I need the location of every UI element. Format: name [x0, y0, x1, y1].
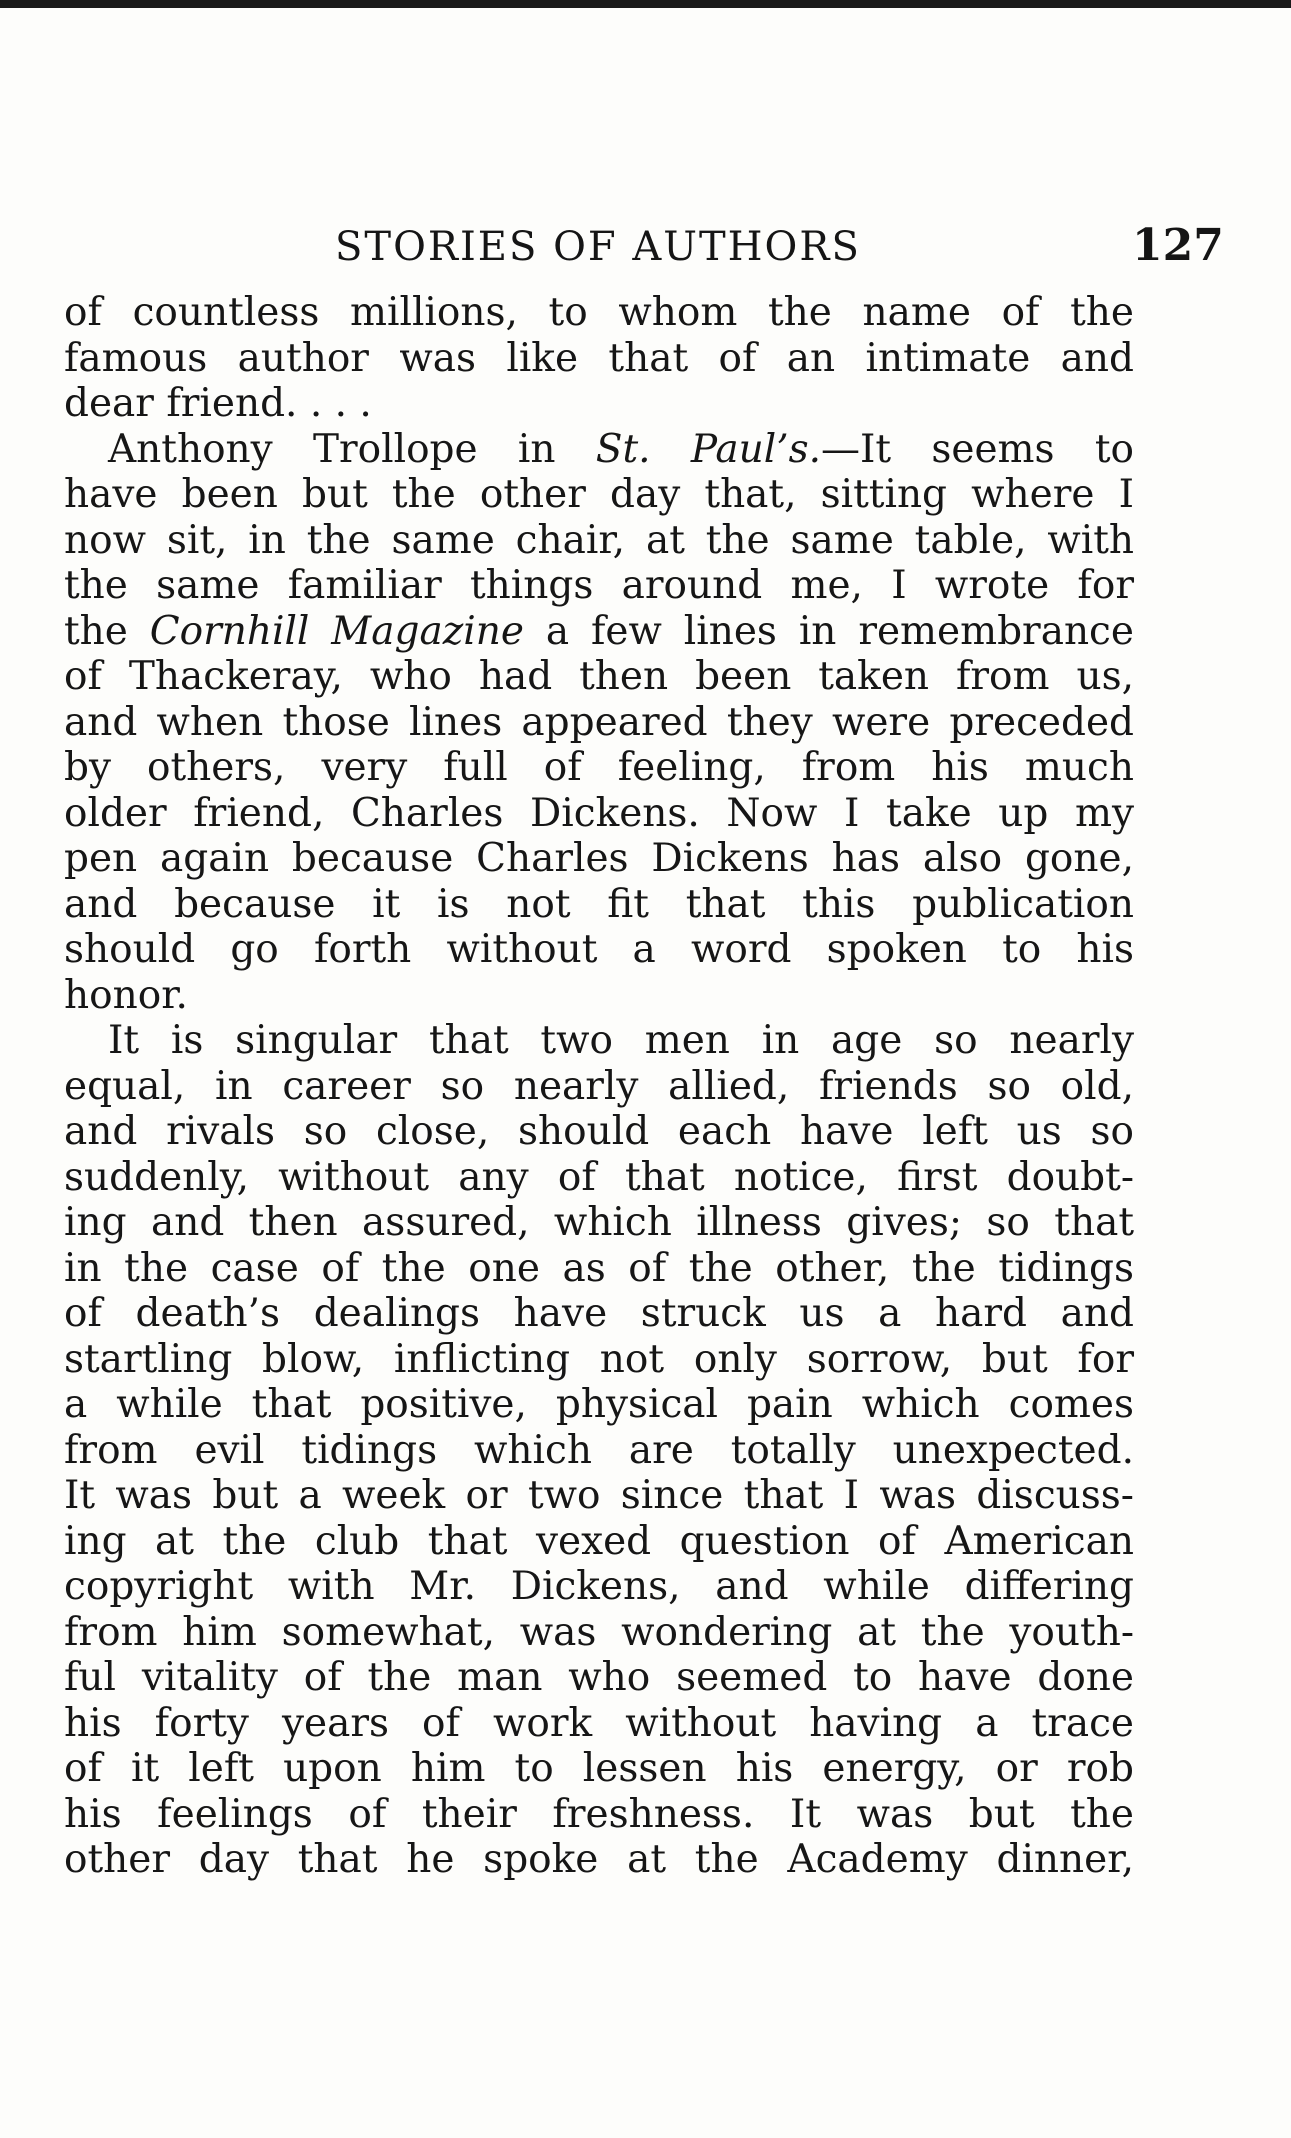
text-line: have been but the other day that, sitting where I	[64, 472, 1134, 517]
text-line: a while that positive, physical pain which comes	[64, 1382, 1134, 1427]
text-line: should go forth without a word spoken to his	[64, 927, 1134, 972]
text-line: the same familiar things around me, I wrote for	[64, 563, 1134, 608]
text-line	[64, 427, 1134, 473]
text-line: dear friend. . . .	[64, 381, 372, 426]
text-line: of countless millions, to whom the name of the	[64, 290, 1134, 335]
text-line: from evil tidings which are totally unexpected.	[64, 1427, 1134, 1473]
italic-title: St. Paul’s.	[595, 426, 822, 472]
line-segment: the	[64, 608, 150, 654]
text-line	[64, 609, 1134, 655]
text-line: ful vitality of the man who seemed to have done	[64, 1655, 1134, 1700]
text-line: older friend, Charles Dickens. Now I take up my	[64, 790, 1134, 836]
line-segment: —It seems to	[821, 426, 1135, 472]
body-text	[64, 290, 1134, 1883]
text-line: copyright with Mr. Dickens, and while differing	[64, 1564, 1134, 1609]
text-line: other day that he spoke at the Academy dinner,	[64, 1837, 1134, 1882]
text-line: his feelings of their freshness. It was but the	[64, 1791, 1134, 1837]
text-line: in the case of the one as of the other, the tidings	[64, 1245, 1134, 1291]
italic-title: Cornhill Magazine	[149, 608, 524, 654]
text-line: ing at the club that vexed question of American	[64, 1518, 1134, 1564]
text-line: ing and then assured, which illness gives; so that	[64, 1200, 1134, 1245]
text-line: It was but a week or two since that I was discuss-	[64, 1473, 1134, 1518]
text-line: of Thackeray, who had then been taken from us,	[64, 654, 1134, 699]
text-line: suddenly, without any of that notice, first doubt-	[64, 1154, 1134, 1200]
text-line: by others, very full of feeling, from his much	[64, 745, 1134, 790]
text-line: now sit, in the same chair, at the same table, with	[64, 517, 1134, 563]
text-line: and rivals so close, should each have left us so	[64, 1109, 1134, 1154]
text-line: and when those lines appeared they were preceded	[64, 699, 1134, 745]
running-head: STORIES OF AUTHORS	[335, 224, 861, 270]
page-number: 127	[1132, 220, 1224, 271]
text-line: pen again because Charles Dickens has also gone,	[64, 836, 1134, 881]
text-line: of death’s dealings have struck us a hard and	[64, 1291, 1134, 1336]
page-header	[70, 212, 1224, 272]
text-line: honor.	[64, 972, 188, 1018]
text-line: It is singular that two men in age so nearly	[108, 1018, 1134, 1063]
text-line: his forty years of work without having a trace	[64, 1700, 1134, 1746]
text-line: of it left upon him to lessen his energy, or rob	[64, 1746, 1134, 1791]
top-edge-border	[0, 0, 1291, 8]
text-line: equal, in career so nearly allied, friends so old,	[64, 1063, 1134, 1109]
text-line: from him somewhat, was wondering at the youth-	[64, 1609, 1134, 1655]
text-line: famous author was like that of an intimate and	[64, 335, 1134, 381]
text-line: startling blow, inflicting not only sorrow, but for	[64, 1336, 1134, 1382]
text-line: and because it is not fit that this publication	[64, 881, 1134, 927]
line-segment: a few lines in remembrance	[523, 608, 1134, 654]
line-segment: Anthony Trollope in	[108, 426, 596, 472]
